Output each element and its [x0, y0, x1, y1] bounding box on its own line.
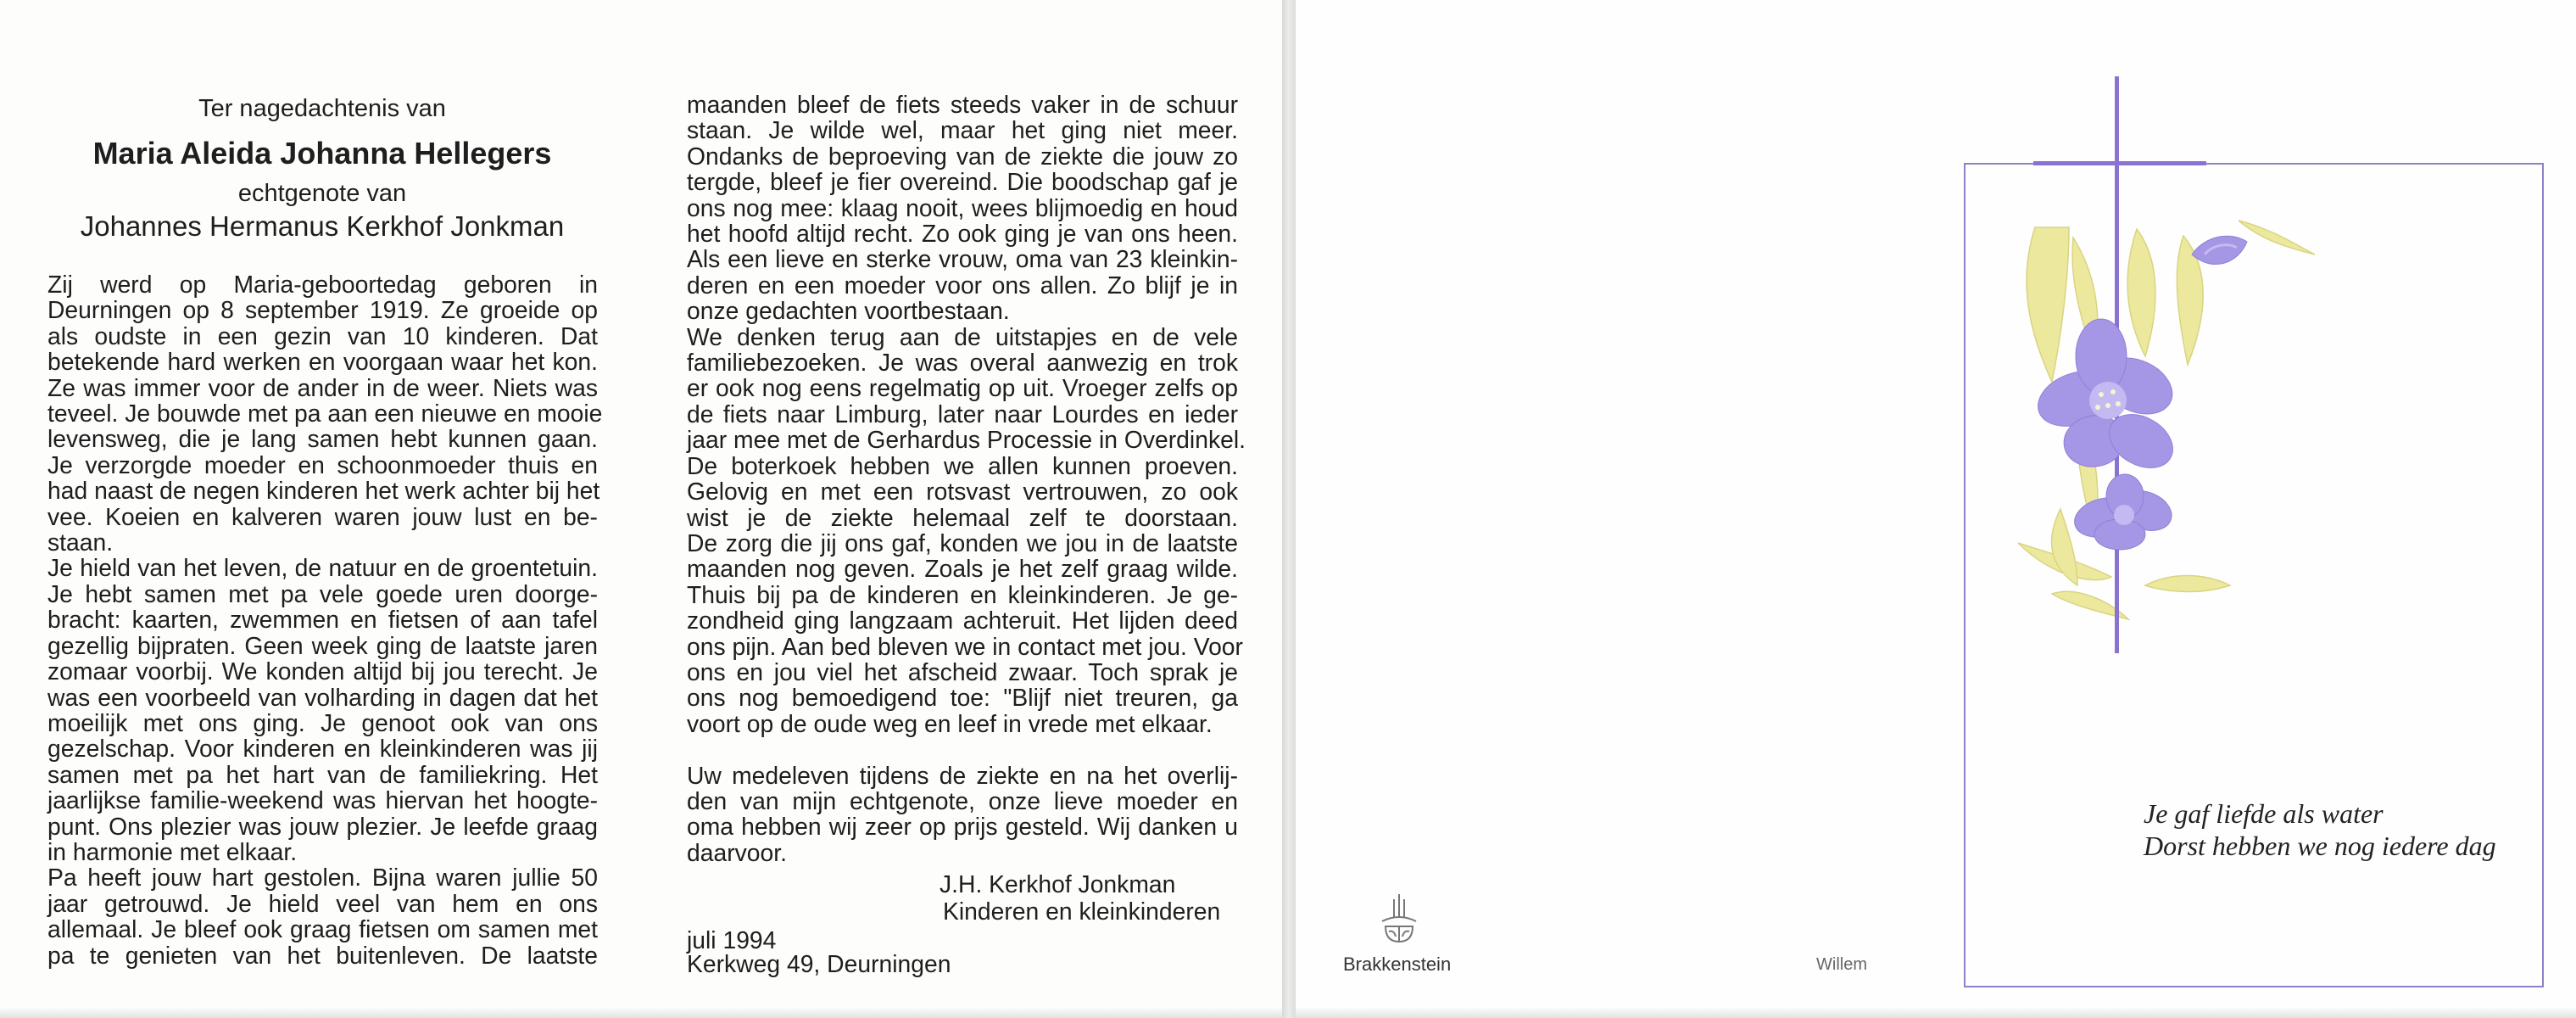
text-line: tergde, bleef je fier overeind. Die boodschap gaf je	[687, 168, 1238, 196]
in-memory-heading: Ter nagedachtenis van	[198, 95, 446, 122]
text-line: punt. Ons plezier was jouw plezier. Je leefde graag	[47, 812, 598, 840]
text-line: Ze was immer voor de ander in de weer. Niets was	[47, 373, 598, 401]
text-line: Je verzorgde moeder en schoonmoeder thuis en	[47, 450, 598, 478]
text-line: als oudste in een gezin van 10 kinderen. Dat	[47, 322, 598, 350]
text-line: gezelschap. Voor kinderen en kleinkinderen was jij	[47, 735, 598, 763]
text-line: in harmonie met elkaar.	[47, 837, 298, 865]
text-line: daarvoor.	[687, 838, 787, 866]
text-line: familiebezoeken. Je was overal aanwezig en trok	[687, 349, 1238, 377]
text-line: samen met pa het hart van de familiekring. Het	[47, 760, 598, 788]
text-line: Je hield van het leven, de natuur en de groentetuin.	[47, 554, 598, 582]
family-signature: Kinderen en kleinkinderen	[943, 898, 1221, 925]
text-line: bracht: kaarten, zwemmen en fietsen of aan tafel	[47, 606, 598, 634]
text-line: Gelovig en met een rotsvast vertrouwen, zo ook	[687, 478, 1238, 506]
text-line: allemaal. Je bleef ook graag fietsen om samen met	[47, 915, 598, 943]
card-date: juli 1994	[687, 926, 777, 954]
text-line: zomaar voorbij. We konden altijd bij jou terecht. Je	[47, 657, 598, 685]
text-line: Uw medeleven tijdens de ziekte en na het overlij-	[687, 761, 1238, 789]
text-line: zondheid ging langzaam achteruit. Het lijden deed	[687, 607, 1238, 635]
text-line: staan. Je wilde wel, maar het ging niet meer.	[687, 116, 1238, 144]
text-line: ons en jou viel het afscheid zwaar. Toch sprak je	[687, 657, 1238, 685]
text-line: ons pijn. Aan bed bleven we in contact met jou. Voor	[687, 632, 1243, 660]
spouse-label: echtgenote van	[237, 180, 407, 207]
text-line: Als een lieve en sterke vrouw, oma van 23 kleinkin-	[687, 245, 1238, 273]
text-line: De zorg die jij ons gaf, konden we jou in de laatste	[687, 529, 1238, 557]
text-line: levensweg, die je lang samen hebt kunnen gaan.	[47, 425, 598, 453]
signatory: J.H. Kerkhof Jonkman	[940, 870, 1176, 898]
text-line: staan.	[47, 529, 114, 557]
text-line: onze gedachten voortbestaan.	[687, 297, 1010, 325]
memorial-verse	[2144, 797, 2496, 862]
text-line: We denken terug aan de uitstapjes en de vele	[687, 322, 1238, 350]
text-line: teveel. Je bouwde met pa aan een nieuwe en mooie	[47, 400, 603, 428]
text-line: er ook nog eens regelmatig op uit. Vroeger zelfs op	[687, 374, 1238, 402]
publisher-name: Brakkenstein	[1343, 954, 1452, 975]
text-line: pa te genieten van het buitenleven. De laatste	[47, 941, 598, 969]
text-line: De boterkoek hebben we allen kunnen proeven.	[687, 451, 1238, 479]
artist-credit: Willem	[1816, 955, 1867, 974]
text-line: gezellig bijpraten. Geen week ging de laatste jaren	[47, 631, 598, 659]
text-line: had naast de negen kinderen het werk achter bij het	[47, 477, 600, 505]
text-line: voort op de oude weg en leef in vrede met elkaar.	[687, 709, 1213, 737]
text-line: jaarlijkse familie-weekend was hiervan het hoogte-	[47, 786, 598, 814]
text-line: Thuis bij pa de kinderen en kleinkinderen. Je ge-	[687, 580, 1238, 608]
text-line: was een voorbeeld van volharding in dagen dat het	[47, 683, 598, 711]
text-line: betekende hard werken en voorgaan waar het kon.	[47, 348, 598, 376]
text-line: ons nog mee: klaag nooit, wees blijmoedig en houd	[687, 193, 1238, 221]
text-line: jaar getrouwd. Je hield veel van hem en ons	[47, 889, 598, 917]
text-line: vee. Koeien en kalveren waren jouw lust en be-	[47, 502, 598, 530]
card-address: Kerkweg 49, Deurningen	[687, 950, 951, 977]
spouse-name: Johannes Hermanus Kerkhof Jonkman	[80, 210, 565, 242]
text-line: wist je de ziekte helemaal zelf te doorstaan.	[687, 503, 1238, 531]
text-line: Deurningen op 8 september 1919. Ze groeide op	[47, 296, 598, 324]
text-line: den van mijn echtgenote, onze lieve moeder en	[687, 786, 1238, 814]
text-line: ons nog bemoedigend toe: "Blijf niet treuren, ga	[687, 684, 1238, 712]
text-line: maanden nog geven. Zoals je het zelf graag wilde.	[687, 555, 1238, 583]
text-line: deren en een moeder voor ons allen. Zo blijf je in	[687, 271, 1238, 299]
text-line: oma hebben wij zeer op prijs gesteld. Wij danken u	[687, 813, 1238, 841]
text-line: Je hebt samen met pa vele goede uren doorge-	[47, 579, 598, 607]
verse-line-1: Je gaf liefde als water	[2144, 798, 2384, 829]
text-line: Ondanks de beproeving van de ziekte die jouw zo	[687, 142, 1238, 170]
text-line: Zij werd op Maria-geboortedag geboren in	[47, 271, 598, 298]
deceased-name: Maria Aleida Johanna Hellegers	[92, 136, 552, 171]
violet-bud	[2192, 236, 2247, 264]
text-line: de fiets naar Limburg, later naar Lourdes en ieder	[687, 400, 1238, 428]
verse-line-2: Dorst hebben we nog iedere dag	[2144, 831, 2496, 861]
text-line: maanden bleef de fiets steeds vaker in de schuur	[687, 91, 1238, 118]
text-line: jaar mee met de Gerhardus Processie in Overdinkel.	[687, 426, 1246, 454]
text-line: moeilijk met ons ging. Je genoot ook van ons	[47, 708, 598, 736]
text-line: het hoofd altijd recht. Zo ook ging je van ons heen.	[687, 220, 1238, 248]
text-line: Pa heeft jouw hart gestolen. Bijna waren jullie 50	[47, 864, 598, 892]
